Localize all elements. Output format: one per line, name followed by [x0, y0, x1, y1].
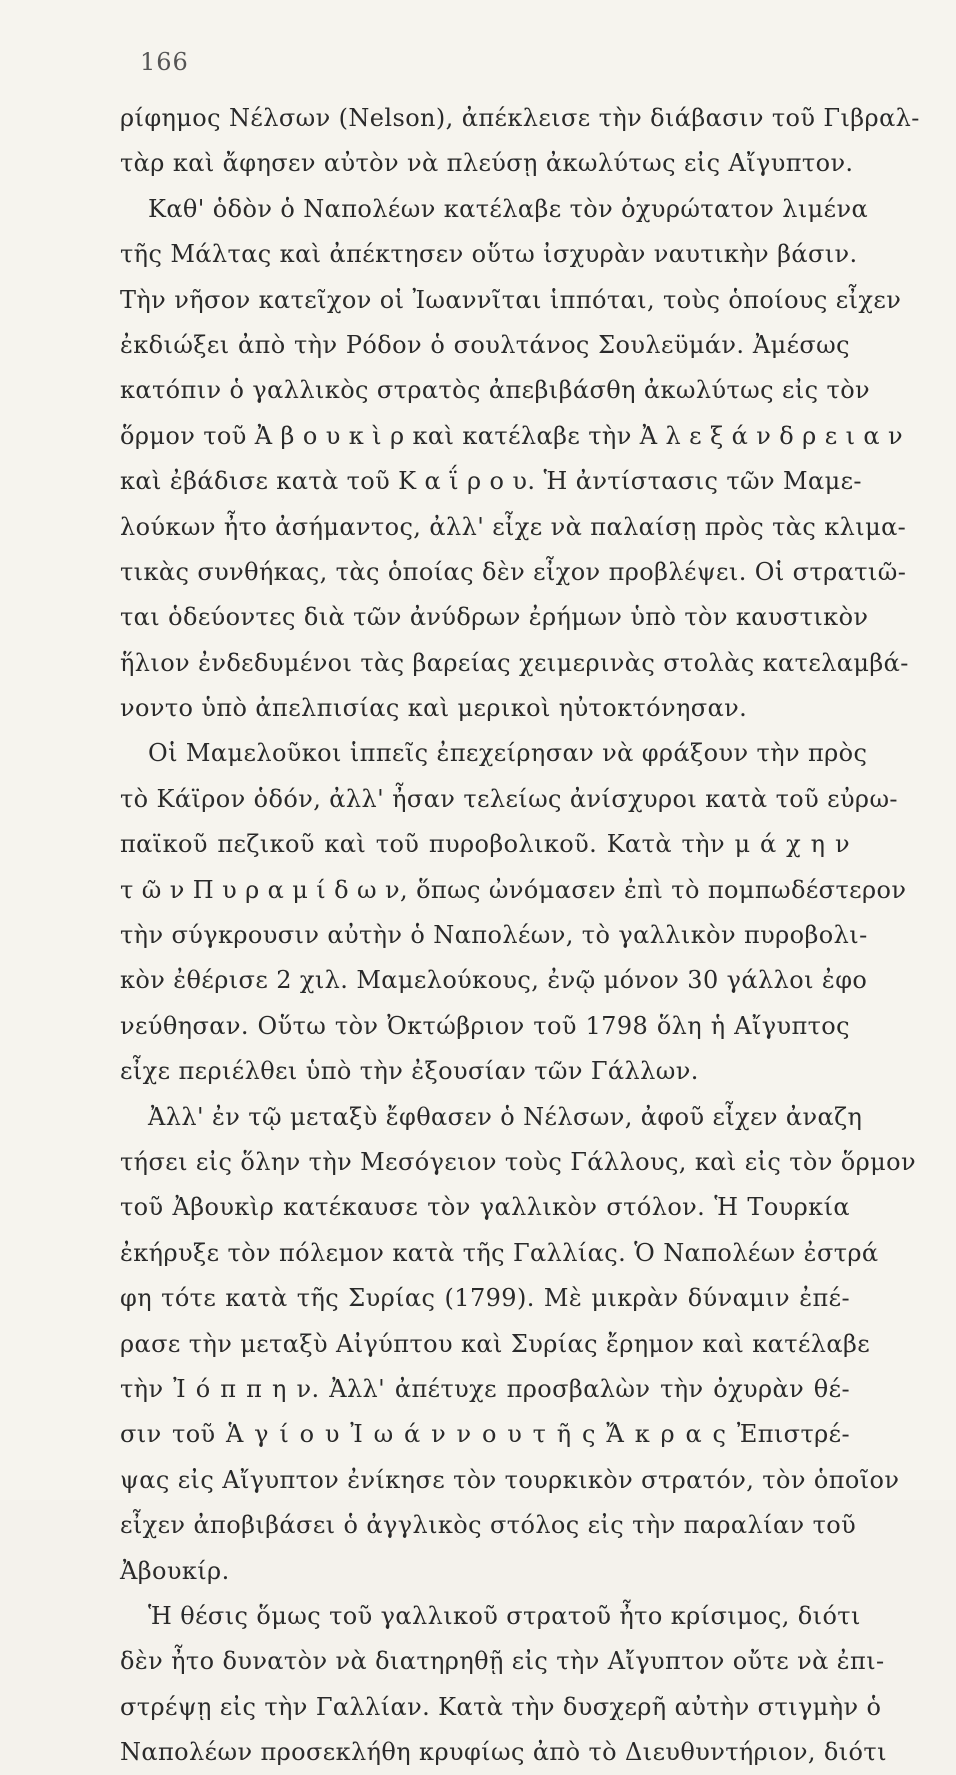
text-line: Ἀλλ' ἐν τῷ μεταξὺ ἔφθασεν ὁ Νέλσων, ἀφοῦ εἶχεν ἀναζη: [148, 1102, 863, 1131]
text-line: τῆς Μάλτας καὶ ἀπέκτησεν οὕτω ἰσχυρὰν ναυτικὴν βάσιν.: [120, 240, 858, 269]
text-line: ται ὁδεύοντες διὰ τῶν ἀνύδρων ἐρήμων ὑπὸ τὸν καυστικὸν: [120, 603, 869, 632]
text-line: τὸ Κάϊρον ὁδόν, ἀλλ' ἦσαν τελείως ἀνίσχυροι κατὰ τοῦ εὐρω-: [120, 784, 898, 813]
text-line: φη τότε κατὰ τῆς Συρίας (1799). Μὲ μικρὰν δύναμιν ἐπέ-: [120, 1284, 850, 1313]
text-line: εἶχε περιέλθει ὑπὸ τὴν ἐξουσίαν τῶν Γάλλων.: [120, 1057, 699, 1086]
text-line: ἐκήρυξε τὸν πόλεμον κατὰ τῆς Γαλλίας. Ὁ Ναπολέων ἐστρά: [120, 1238, 879, 1267]
text-line: νοντο ὑπὸ ἀπελπισίας καὶ μερικοὶ ηὐτοκτόνησαν.: [120, 694, 748, 723]
text-line: ψας εἰς Αἴγυπτον ἐνίκησε τὸν τουρκικὸν στρατόν, τὸν ὁποῖον: [120, 1465, 900, 1494]
text-line: ρίφημος Νέλσων (Nelson), ἀπέκλεισε τὴν διάβασιν τοῦ Γιβραλ-: [120, 104, 920, 132]
text-line: τὴν σύγκρουσιν αὐτὴν ὁ Ναπολέων, τὸ γαλλικὸν πυροβολι-: [120, 921, 868, 950]
text-line: τοῦ Ἀβουκὶρ κατέκαυσε τὸν γαλλικὸν στόλον. Ἡ Τουρκία: [120, 1193, 850, 1222]
text-line: κατόπιν ὁ γαλλικὸς στρατὸς ἀπεβιβάσθη ἀκωλύτως εἰς τὸν: [120, 376, 871, 405]
text-line: νεύθησαν. Οὕτω τὸν Ὀκτώβριον τοῦ 1798 ὅλη ἡ Αἴγυπτος: [120, 1011, 850, 1040]
text-line: τήσει εἰς ὅλην τὴν Μεσόγειον τοὺς Γάλλους, καὶ εἰς τὸν ὅρμον: [120, 1147, 916, 1176]
page-number: 166: [140, 48, 189, 76]
text-line: κὸν ἐθέρισε 2 χιλ. Μαμελούκους, ἐνῷ μόνον 30 γάλλοι ἐφο: [120, 966, 868, 995]
text-line: τὴν Ἰ ό π π η ν. Ἀλλ' ἀπέτυχε προσβαλὼν τὴν ὀχυρὰν θέ-: [120, 1374, 850, 1403]
text-line: τὰρ καὶ ἄφησεν αὐτὸν νὰ πλεύσῃ ἀκωλύτως εἰς Αἴγυπτον.: [120, 149, 854, 178]
text-line: Οἱ Μαμελοῦκοι ἱππεῖς ἐπεχείρησαν νὰ φράξουν τὴν πρὸς: [148, 739, 868, 768]
text-line: Ἡ θέσις ὅμως τοῦ γαλλικοῦ στρατοῦ ἦτο κρίσιμος, διότι: [148, 1601, 861, 1630]
text-line: στρέψῃ εἰς τὴν Γαλλίαν. Κατὰ τὴν δυσχερῆ αὐτὴν στιγμὴν ὁ: [120, 1692, 882, 1721]
text-line: Ναπολέων προσεκλήθη κρυφίως ἀπὸ τὸ Διευθυντήριον, διότι: [120, 1738, 887, 1767]
text-line: Τὴν νῆσον κατεῖχον οἱ Ἰωαννῖται ἱππόται, τοὺς ὁποίους εἶχεν: [120, 285, 902, 314]
text-line: ὅρμον τοῦ Ἀ β ο υ κ ὶ ρ καὶ κατέλαβε τὴν Ἀ λ ε ξ ά ν δ ρ ε ι α ν: [120, 421, 904, 450]
text-line: σιν τοῦ Ἁ γ ί ο υ Ἰ ω ά ν ν ο υ τ ῆ ς Ἄ κ ρ α ς Ἐπιστρέ-: [120, 1420, 850, 1449]
text-line: παϊκοῦ πεζικοῦ καὶ τοῦ πυροβολικοῦ. Κατὰ τὴν μ ά χ η ν: [120, 830, 850, 859]
body-text: [120, 96, 920, 1775]
text-line: καὶ ἐβάδισε κατὰ τοῦ Κ α ΐ ρ ο υ. Ἡ ἀντίστασις τῶν Μαμε-: [120, 467, 862, 496]
text-line: ἐκδιώξει ἀπὸ τὴν Ρόδον ὁ σουλτάνος Σουλεϋμάν. Ἀμέσως: [120, 330, 850, 359]
text-line: Ἀβουκίρ.: [120, 1556, 230, 1585]
text-line: Καθ' ὁδὸν ὁ Ναπολέων κατέλαβε τὸν ὀχυρώτατον λιμένα: [148, 194, 869, 223]
text-line: τικὰς συνθήκας, τὰς ὁποίας δὲν εἶχον προβλέψει. Οἱ στρατιῶ-: [120, 557, 907, 586]
text-line: τ ῶ ν Π υ ρ α μ ί δ ω ν, ὅπως ὠνόμασεν ἐπὶ τὸ πομπωδέστερον: [120, 875, 907, 904]
text-line: λούκων ἦτο ἀσήμαντος, ἀλλ' εἶχε νὰ παλαίσῃ πρὸς τὰς κλιμα-: [120, 512, 907, 541]
text-line: δὲν ἦτο δυνατὸν νὰ διατηρηθῇ εἰς τὴν Αἴγυπτον οὔτε νὰ ἐπι-: [120, 1647, 885, 1676]
text-line: ἥλιον ἐνδεδυμένοι τὰς βαρείας χειμερινὰς στολὰς κατελαμβά-: [120, 648, 909, 677]
text-line: εἶχεν ἀποβιβάσει ὁ ἀγγλικὸς στόλος εἰς τὴν παραλίαν τοῦ: [120, 1511, 857, 1540]
text-line: ρασε τὴν μεταξὺ Αἰγύπτου καὶ Συρίας ἔρημον καὶ κατέλαβε: [120, 1329, 871, 1358]
